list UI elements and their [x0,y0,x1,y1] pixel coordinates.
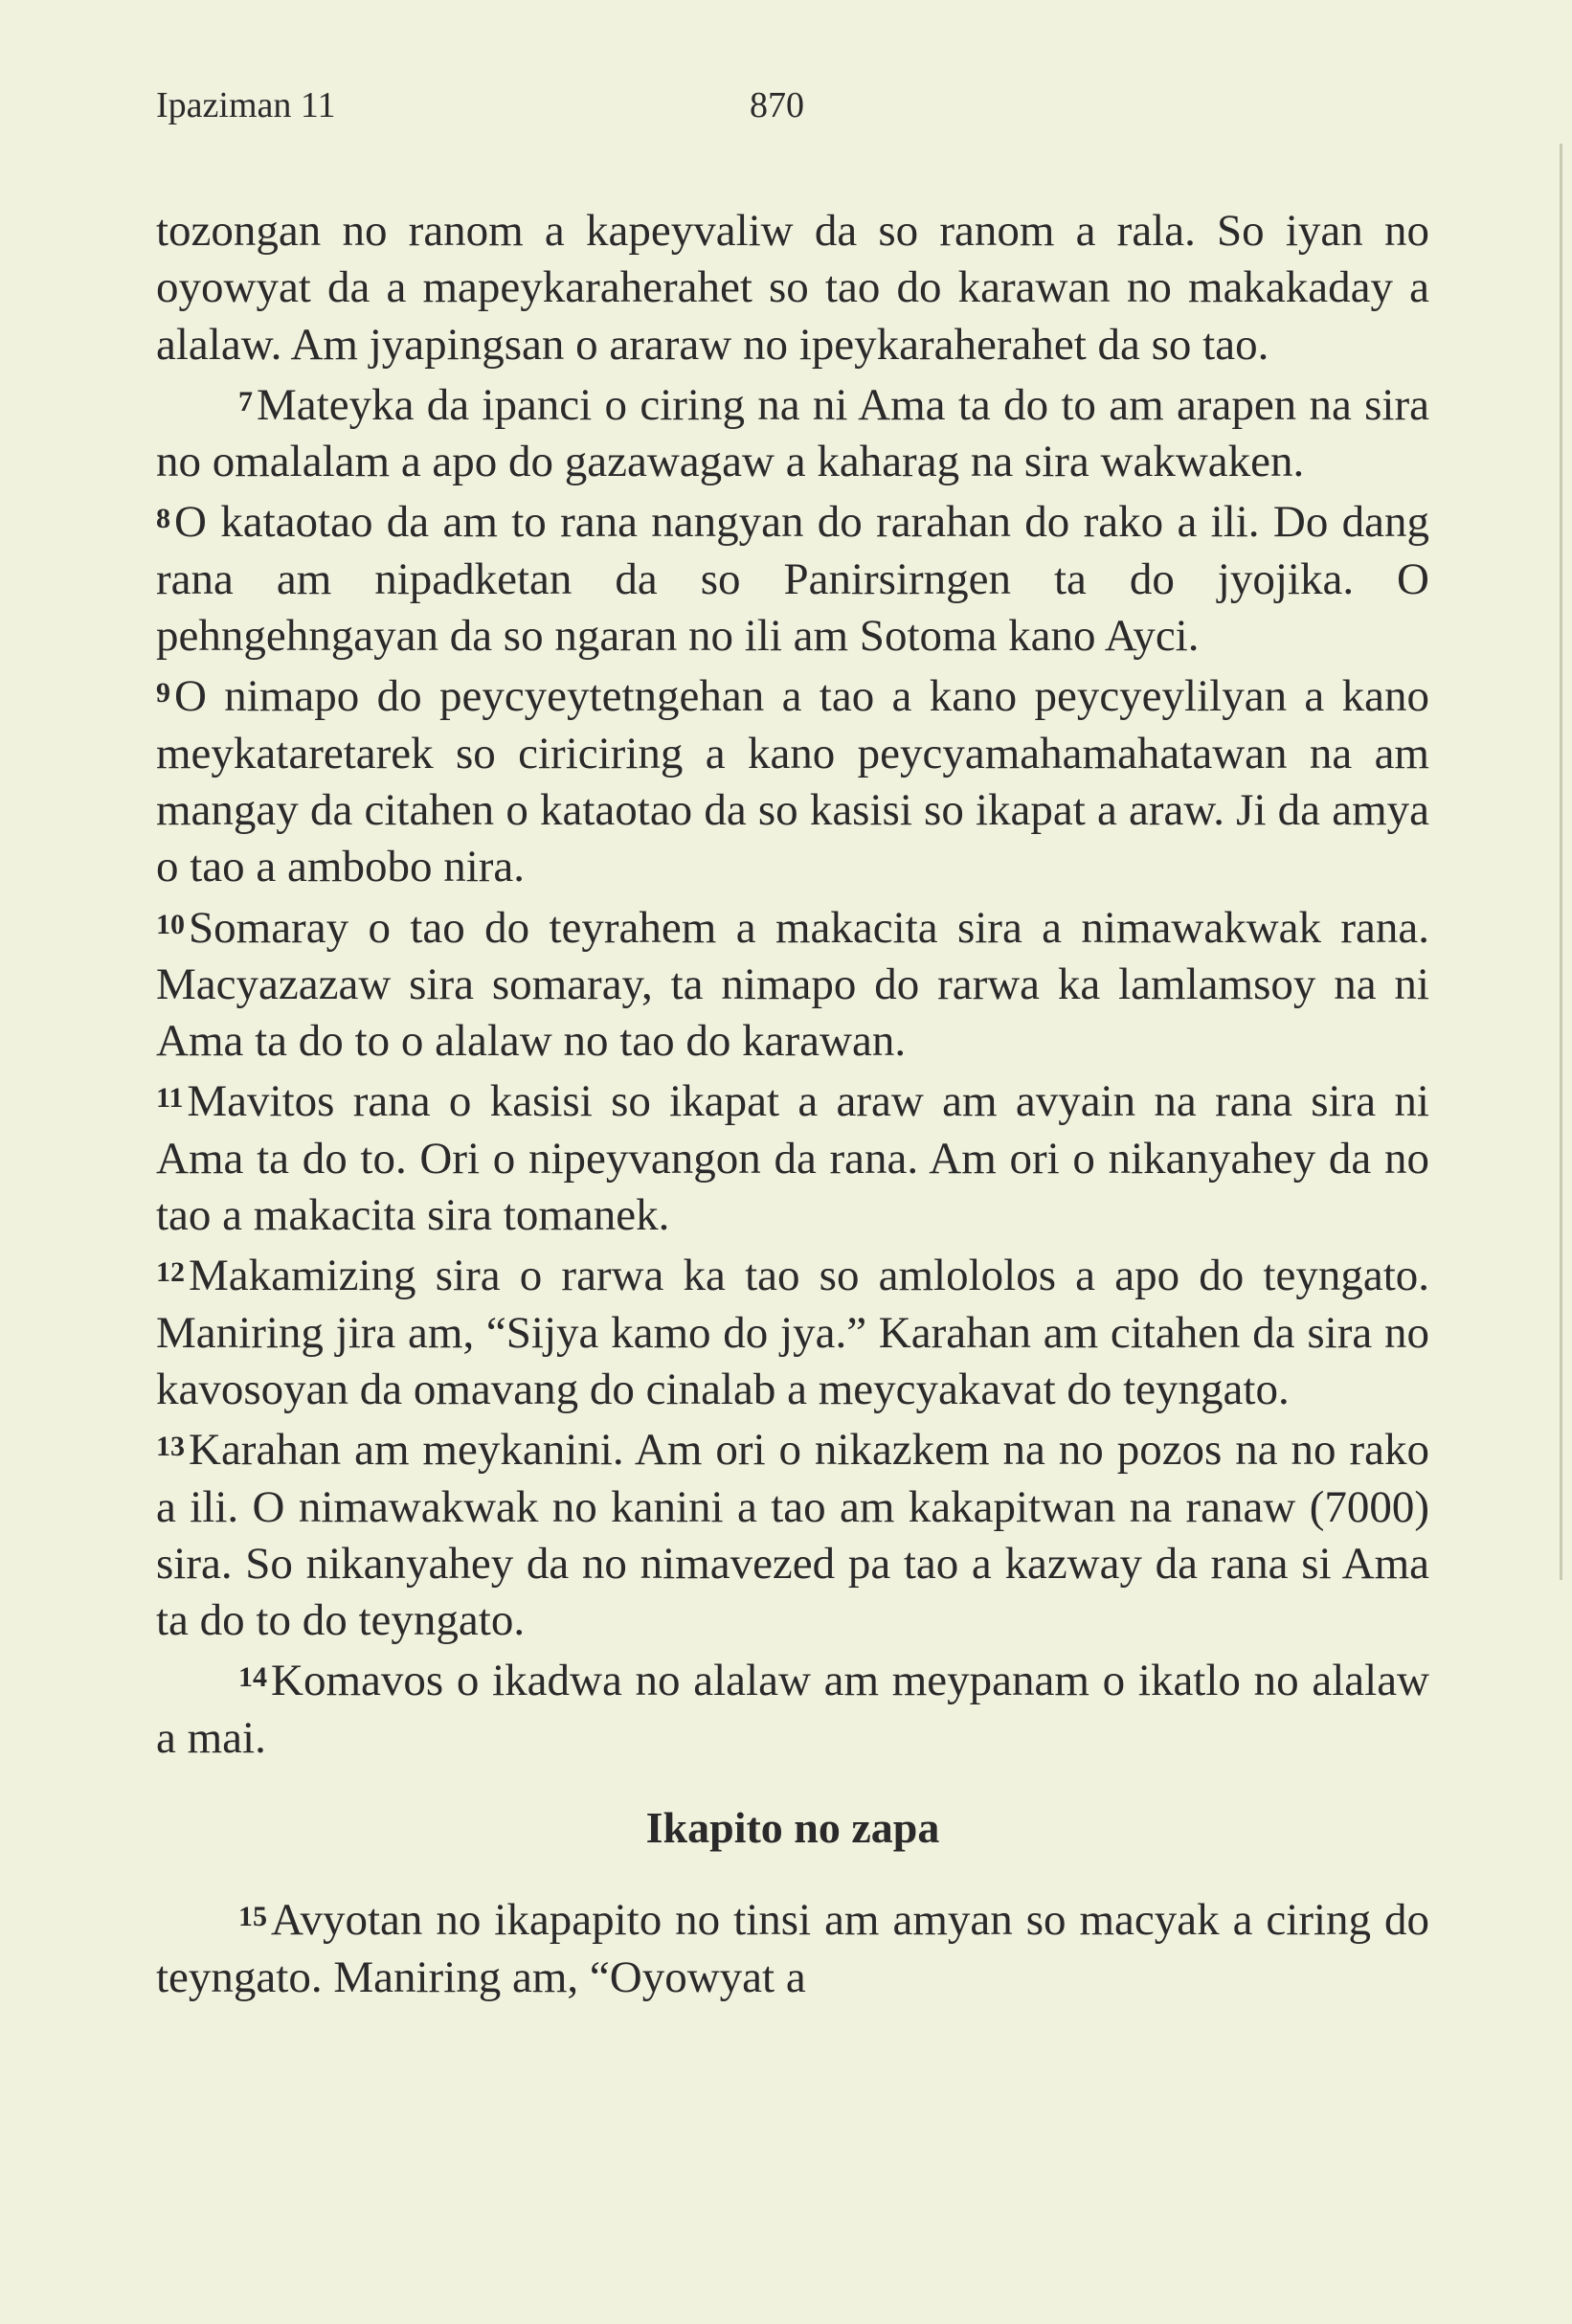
verse-paragraph [156,1070,1429,1244]
body-text [156,203,1429,2006]
verse-text: Karahan am meykanini. Am ori o nikazkem na no pozos na no rako a ili. O nimawakwak no kanini a tao am kakapitwan na ranaw (7000) sira. So nikanyahey da no nimavezed pa tao a kazway da rana si Ama ta do to do teyngato. [156,1425,1429,1646]
verse-text: tozongan no ranom a kapeyvaliw da so ranom a rala. So iyan no oyowyat da a mapeykaraherahet so tao do karawan no makakaday a alalaw. Am jyapingsan o araraw no ipeykaraherahet da so tao. [156,206,1429,370]
verse-number: 9 [156,677,170,710]
verse-text: O kataotao da am to rana nangyan do rarahan do rako a ili. Do dang rana am nipadketan da so Panirsirngen ta do jyojika. O pehngehngayan da so ngaran no ili am Sotoma kano Ayci. [156,497,1429,662]
verse-paragraph [156,665,1429,895]
page-edge-divider [1560,144,1562,1580]
verse-text: Makamizing sira o rarwa ka tao so amlololos a apo do teyngato. Maniring jira am, “Sijya kamo do jya.” Karahan am citahen da sira no kavosoyan da omavang do cinalab a meycyakavat do teyngato. [156,1251,1429,1414]
verse-paragraph [156,1244,1429,1418]
verse-text: Mavitos rana o kasisi so ikapat a araw am avyain na rana sira ni Ama ta do to. Ori o nipeyvangon da rana. Am ori o nikanyahey da no tao a makacita sira tomanek. [156,1076,1429,1241]
verse-text: Mateyka da ipanci o ciring na ni Ama ta do to am arapen na sira no omalalam a apo do gazawagaw a kaharag na sira wakwaken. [156,379,1429,487]
verse-paragraph [156,490,1429,665]
section-heading: Ikapito no zapa [645,1803,940,1853]
verse-number: 13 [156,1431,185,1463]
verse-paragraph [156,1888,1429,2006]
verse-text: Somaray o tao do teyrahem a makacita sira a nimawakwak rana. Macyazazaw sira somaray, ta nimapo do rarwa ka lamlamsoy na ni Ama ta do to o alalaw no tao do karawan. [156,902,1429,1067]
verse-text: O nimapo do peycyeytetngehan a tao a kano peycyeylilyan a kano meykataretarek so ciriciring a kano peycyamahamahatawan na am mangay da citahen o kataotao da so kasisi so ikapat a araw. Ji da amya o tao a ambobo nira. [156,671,1429,892]
verse-number: 10 [156,908,185,940]
verse-number: 12 [156,1256,185,1289]
verse-number: 11 [156,1082,184,1115]
verse-paragraph [156,1418,1429,1649]
verse-paragraph [156,1649,1429,1767]
verse-number: 14 [238,1661,267,1694]
verse-paragraph [156,373,1429,491]
page-number: 870 [750,85,804,125]
verse-paragraph [156,896,1429,1071]
verse-number: 7 [238,385,253,417]
paragraph-continued [156,203,1429,373]
verse-number: 8 [156,503,170,535]
verse-text: Komavos o ikadwa no alalaw am meypanam o ikatlo no alalaw a mai. [156,1656,1429,1763]
book-chapter-title: Ipaziman 11 [156,85,336,125]
verse-number: 15 [238,1901,267,1933]
verse-text: Avyotan no ikapapito no tinsi am amyan so macyak a ciring do teyngato. Maniring am, “Oyowyat a [156,1895,1429,2002]
running-head [156,84,1429,142]
